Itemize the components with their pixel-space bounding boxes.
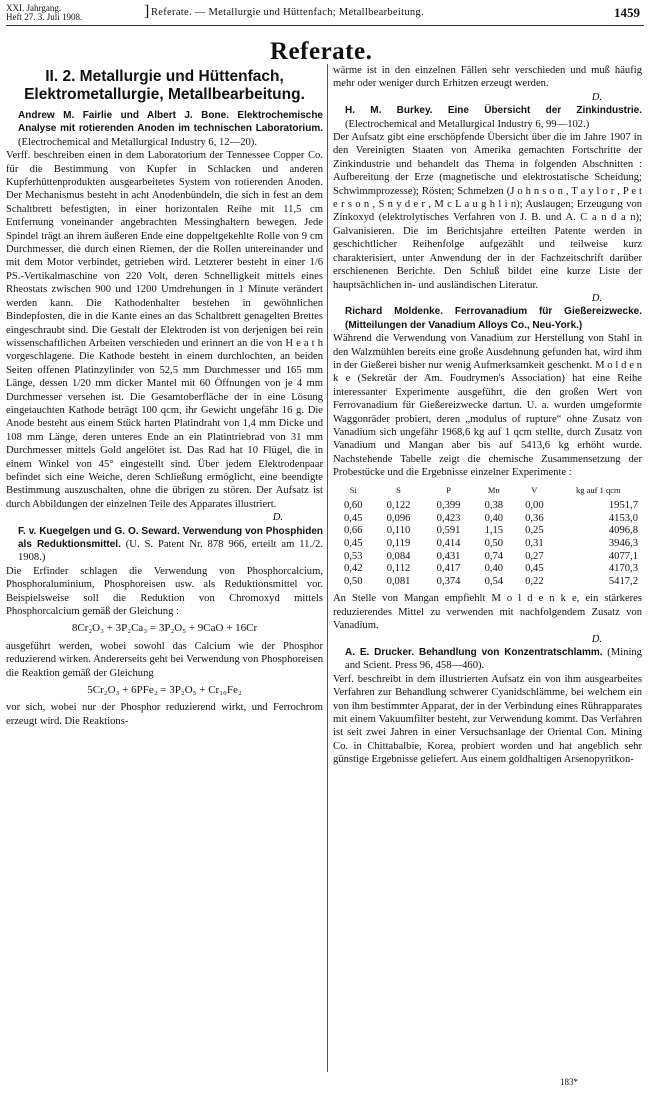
signature: D. (591, 633, 602, 645)
table-cell: 0,40 (484, 512, 504, 524)
table-cell: 0,74 (484, 550, 504, 562)
article-source: (Electrochemical and Metallurgical Industry 6, 99—102.) (345, 118, 590, 130)
table-row (333, 576, 642, 589)
table-cell: 0,591 (436, 525, 461, 537)
table-row (333, 551, 642, 564)
article-drucker-header (333, 646, 642, 673)
table-cell: 0,110 (386, 525, 411, 537)
volume-info (6, 4, 82, 22)
col-header: Si (349, 484, 357, 495)
article-body: Die Erfinder schlagen die Verwendung von Phosphorcalcium, Phosphoraluminium, Phosphoreisen usw. als Reduktionsmittel vor. Beispielsweise soll die Reduktion von Chromoxyd mittels Phosphorcalcium gemäß der Gleichung : (6, 565, 323, 618)
article-kuegelgen-header (6, 525, 323, 565)
article-body: An Stelle von Mangan empfiehlt M o l d e n k e, ein stärkeres reduzierendes Mittel zu verwenden mit nachfolgendem Zusatz von Vanadium. (333, 593, 642, 632)
table-cell: 0,66 (343, 525, 363, 537)
table-cell: 1951,7 (608, 500, 638, 512)
col-header: P (446, 484, 451, 495)
article-continuation: wärme ist in den einzelnen Fällen sehr verschieden und muß häufig mehr oder weniger durch Erhitzen erzeugt werden. (333, 65, 642, 90)
table-cell: 0,374 (436, 575, 461, 587)
table-cell: 0,50 (343, 575, 363, 587)
table-cell: 0,36 (525, 512, 544, 524)
article-authors: F. v. Kuegelgen und G. O. Seward. Verwendung von Phosphiden als Reduktionsmittel. (18, 525, 323, 550)
table-row (333, 525, 642, 538)
table-body (333, 500, 642, 588)
table-row (333, 538, 642, 551)
table-cell: 0,25 (525, 525, 544, 537)
table-cell: 0,50 (484, 537, 504, 549)
table-cell: 0,27 (525, 550, 544, 562)
section-heading: II. 2. Metallurgie und Hüttenfach, Elektrometallurgie, Metallbearbeitung. (24, 68, 305, 103)
article-moldenke-header (333, 305, 642, 332)
signature: D. (272, 512, 283, 524)
table-cell: 4170,3 (608, 563, 638, 575)
table-cell: 0,45 (343, 512, 363, 524)
article-body: Während die Verwendung von Vanadium zur Herstellung von Stahl in den Walzmühlen bereits eine große Ausdehnung gefunden hat, wird ihm in der Gießerei bisher nur wenig Aufmerksamkeit geschenkt. M o l d e n k e (Sekretär der Am. Foudrymen's Association) hat eine Reihe interessanter Experimente ausgeführt, die den großen Wert von Ferrovanadium für Gießereizwecke dartun. U. a. wurden umgeformte Waggonräder probiert, deren „modulus of rupture“ ohne Zusatz von Vanadium sich ungefähr 1968,6 kg auf 1 qcm stellte, durch Zusatz von Vanadium und Mangan aber bis auf 5413,6 kg erhöht wurde. Nachstehende Tabelle zeigt die chemische Zusammensetzung der Probestücke und die Ergebnisse einzelner Experimente : (333, 333, 642, 479)
table-cell: 0,40 (484, 563, 504, 575)
table-cell: 0,096 (386, 512, 411, 524)
article-authors: Andrew M. Fairlie und Albert J. Bone. Elektrochemische Analyse mit rotierenden Anoden im technischen Laboratorium. (18, 110, 323, 135)
table-cell: 0,423 (436, 512, 461, 524)
table-cell: 0,431 (436, 550, 461, 562)
issue-line: Heft 27. 3. Juli 1908. (6, 12, 83, 22)
article-source: (U. S. Patent Nr. 878 966, erteilt am 11./2. 1908.) (18, 539, 323, 564)
table-cell: 0,22 (525, 575, 544, 587)
table-row (333, 500, 642, 513)
table-cell: 0,42 (343, 563, 363, 575)
col-header: Mn (487, 484, 500, 495)
table-cell: 0,081 (386, 575, 411, 587)
table-cell: 0,399 (436, 500, 461, 512)
bracket: ] (144, 3, 150, 20)
table-row (333, 563, 642, 576)
composition-table (333, 484, 642, 589)
table-cell: 4153,0 (608, 512, 638, 524)
table-cell: 0,45 (343, 537, 363, 549)
signature: D. (591, 292, 602, 304)
col-header: S (396, 484, 401, 495)
running-header (6, 4, 644, 24)
article-burkey-header (333, 104, 642, 131)
table-cell: 3946,3 (608, 537, 638, 549)
equation-2: 5Cr₂O₃ + 6PFe₂ = 3P₂O₅ + Cr₁₀Fe₂ (87, 684, 242, 697)
article-body: vor sich, wobei nur der Phosphor reduzierend wirkt, und Ferrochrom erzeugt wird. Die Reaktions- (6, 702, 323, 727)
article-authors: H. M. Burkey. Eine Übersicht der Zinkindustrie. (345, 105, 642, 117)
table-cell: 1,15 (484, 525, 504, 537)
article-source: (Mining and Scient. Press 96, 458—460). (345, 646, 642, 672)
article-body: ausgeführt werden, wobei sowohl das Calcium wie der Phosphor reduzierend wirken. Andererseits geht bei Verwendung von Phosphoreisen die Reaktion gemäß der Gleichung (6, 640, 323, 679)
left-column (6, 68, 323, 728)
article-fairlie-header (6, 109, 323, 149)
table-cell: 5417,2 (608, 575, 638, 587)
right-column (333, 64, 642, 767)
table-row (333, 513, 642, 526)
article-body: Verff. beschreiben einen in dem Laboratorium der Tennessee Copper Co. für die Bestimmung von Kupfer in Schlacken und anderen Kupferhüttenprodukten ausgearbeitetes System von rotierenden Anoden. Der Mechanismus besteht in acht Anodenbündeln, die sich in fest an dem Schaltbrett befestigten, in einer horizontalen Reihe mit 11,5 cm Entfernung voneinander angebrachten Messinghaltern bewegen. Jede Spindel trägt an ihrem äußeren Ende eine doppeltgekehlte Rolle von 9 cm Durchmesser, die durch einen Riemen, der die Rollen untereinander und mit dem Motor verbindet, getrieben wird. Letzterer besteht in einer 1/6 PS.-Vertikalmaschine von 220 Volt, deren Schnelligkeit mittels eines Rheostats zwischen 900 und 1200 Umdrehungen in 1 Minute verändert werden kann. Die Kathodenhalter bestehen in gewöhnlichen Bindepfosten, die in die Kante eines an das Schaltbrett genagelten Brettes eingeschraubt sind. Die Gestalt der Elektroden ist von derjenigen bei rein wissenschaftlichen Arbeiten verschieden und erinnert an die von H e a t h vorgeschlagene. Die Kathode besteht in einem durchlochten, an beiden Seiten offenen Platinzylinder von 52,5 mm Durchmesser und 165 mm Länge, dessen 1/20 mm dicker Mantel mit 60 Öffnungen von je 4 mm Durchmesser versehen ist. Die Gesamtoberfläche der in eine Lösung eingetauchten Kathode beträgt 100 qcm, ihr Gewicht ungefähr 16 g. Die Anode besteht aus einem Stück harten Platindraht von 1,4 mm Dicke und 108 mm Länge, deren unteres Ende an ein Platintriebrad von 31 mm Durchmesser mittels Gold angelötet ist. Das Rad hat 10 Flügel, die in einem Winkel von 45° eingestellt sind. Über jedem Elektrodenpaar befindet sich eine Weiche, deren Schließung ermöglicht, eine beendigte Bestimmung auszuschalten, ohne die übrigen zu stören. Der Aufsatz ist durch Abbildungen der einzelnen Teile des Apparates illustriert. (6, 150, 323, 510)
col-header: kg auf 1 qcm (575, 484, 621, 495)
col-header: V (531, 484, 538, 495)
table-cell: 0,54 (484, 575, 504, 587)
equation-1: 8Cr₂O₃ + 3P₂Ca₃ = 3P₂O₅ + 9CaO + 16Cr (71, 622, 258, 635)
article-authors: A. E. Drucker. Behandlung von Konzentratschlamm. (345, 646, 603, 658)
table-cell: 0,31 (525, 537, 544, 549)
signature: D. (591, 91, 602, 103)
table-cell: 0,45 (525, 563, 544, 575)
article-authors: Richard Moldenke. Ferrovanadium für Gießereizwecke. (Mitteilungen der Vanadium Alloys Co., Neu-York.) (345, 306, 642, 331)
article-body: Der Aufsatz gibt eine erschöpfende Übersicht über die im Jahre 1907 in den Vereinigten Staaten von Amerika gemachten Fortschritte der Zinkindustrie und behandelt das Thema in folgenden Abschnitten : Aufbereitung der Erze (magnetische und elektrostatische Scheidung; Schwimmprozesse); Rösten; Schmelzen (J o h n s o n , T a y l o r , P e t e r s o n , S n y d e r , M c L a u g h l i n); Auslaugen; Erzeugung von Zinkoxyd (elektrolytisches Verfahren von J. B. und A. C a n d a n); Galvanisieren. Die im Berichtsjahre erteilten Patente werden in geschichtlicher Reihenfolge aufgezählt und teilweise kurz charakterisiert, unter Anwendung der in der Fachzeitschrift darüber erschienenen Berichte. Den Schluß bildet eine kurze Liste der hauptsächlichen in- und ausländischen Literatur. (333, 132, 642, 291)
table-cell: 0,119 (386, 537, 411, 549)
table-cell: 0,53 (343, 550, 363, 562)
table-cell: 0,417 (436, 563, 461, 575)
page-number: 1459 (614, 5, 640, 20)
volume-line: XXI. Jahrgang. (6, 3, 62, 13)
running-title: Referate. — Metallurgie und Hüttenfach; Metallbearbeitung. (151, 7, 424, 18)
article-body: Verf. beschreibt in dem illustrierten Aufsatz ein von ihm ausgearbeites Verfahren zur Behandlung schwerer Cyanidschlämme, bei welchem ein von ihm bestimmter Apparat, der in der Verbindung eines Rührapparates mit einem Vakuumfilter besteht, zur Verwendung kommt. Das Verfahren ist seit zwei Jahren in einer Versuchsanlage der Oriental Con. Mining Co. in Chittabalbie, Korea, probiert worden und hat angeblich sehr günstige Ergebnisse geliefert. Aus einem goldhaltigen Arsenopyritkon- (333, 673, 642, 766)
table-cell: 0,112 (386, 563, 411, 575)
table-header-row (333, 484, 642, 501)
table-cell: 0,60 (343, 500, 363, 512)
table-cell: 4096,8 (608, 525, 638, 537)
article-source: (Electrochemical and Metallurgical Industry 6, 12—20). (18, 136, 257, 148)
main-title: Referate. (270, 38, 373, 65)
table-cell: 0,38 (484, 500, 504, 512)
table-cell: 0,084 (386, 550, 411, 562)
table-cell: 0,414 (436, 537, 461, 549)
table-cell: 0,122 (386, 500, 411, 512)
header-rule (6, 25, 644, 26)
table-cell: 0,00 (525, 500, 544, 512)
column-divider (327, 64, 328, 1072)
signature-mark: 183* (560, 1077, 578, 1087)
table-cell: 4077,1 (608, 550, 638, 562)
